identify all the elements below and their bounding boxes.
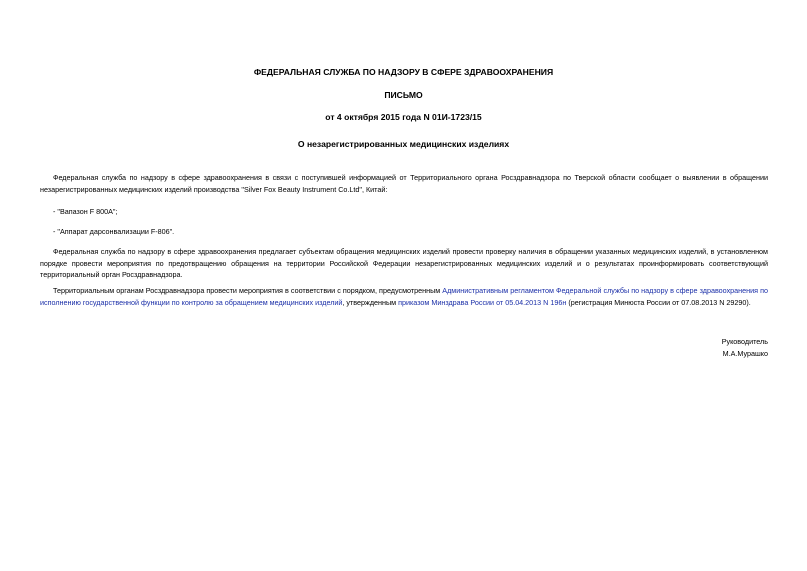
document-date-number: от 4 октября 2015 года N 01И-1723/15 <box>325 112 482 122</box>
document-type: ПИСЬМО <box>384 90 423 100</box>
ministry-order-link[interactable]: приказом Минздрава России от 05.04.2013 N 196н <box>398 297 567 307</box>
instruction-text-mid: , утвержденным <box>342 297 399 307</box>
instruction-text-start: Территориальным органам Росздравнадзора провести мероприятия в соответствии с порядком, предусмотренным <box>53 286 443 295</box>
paragraph-proposal: Федеральная служба по надзору в сфере здравоохранения предлагает субъектам обращения медицинских изделий провести проверку наличия в обращении указанных медицинских изделий, в установленном порядке провести мероприятия по предотвращению обращения на территории Российской Федерации незарегистрированных медицинских изделий и о результатах проинформировать соответствующий территориальный орган Росздравнадзора. <box>40 247 768 279</box>
list-item-device-2: - "Аппарат дарсонвализации F-806". <box>53 227 175 236</box>
instruction-text-end: (регистрация Минюста России от 07.08.2013 N 29290). <box>566 297 751 307</box>
paragraph-instruction <box>40 285 768 308</box>
document-subject: О незарегистрированных медицинских изделиях <box>297 139 510 149</box>
signatory-name: М.А.Мурашко <box>722 348 768 358</box>
signature-block <box>568 336 768 359</box>
signatory-title: Руководитель <box>721 337 768 346</box>
administrative-regulation-link[interactable]: Административным регламентом Федеральной службы по надзору в сфере здравоохранения по исполнению государственной функции по контролю за обращением медицинских изделий <box>40 286 768 307</box>
paragraph-notice: Федеральная служба по надзору в сфере здравоохранения в связи с поступившей информацией от Территориального органа Росздравнадзора по Тверской области сообщает о выявлении в обращении незарегистрированных медицинских изделий производства "Silver Fox Beauty Instrument Co.Ltd", Китай: <box>40 173 768 194</box>
agency-title: ФЕДЕРАЛЬНАЯ СЛУЖБА ПО НАДЗОРУ В СФЕРЕ ЗДРАВООХРАНЕНИЯ <box>253 67 554 77</box>
list-item-device-1: - "Вапазон F 800А"; <box>53 207 118 216</box>
